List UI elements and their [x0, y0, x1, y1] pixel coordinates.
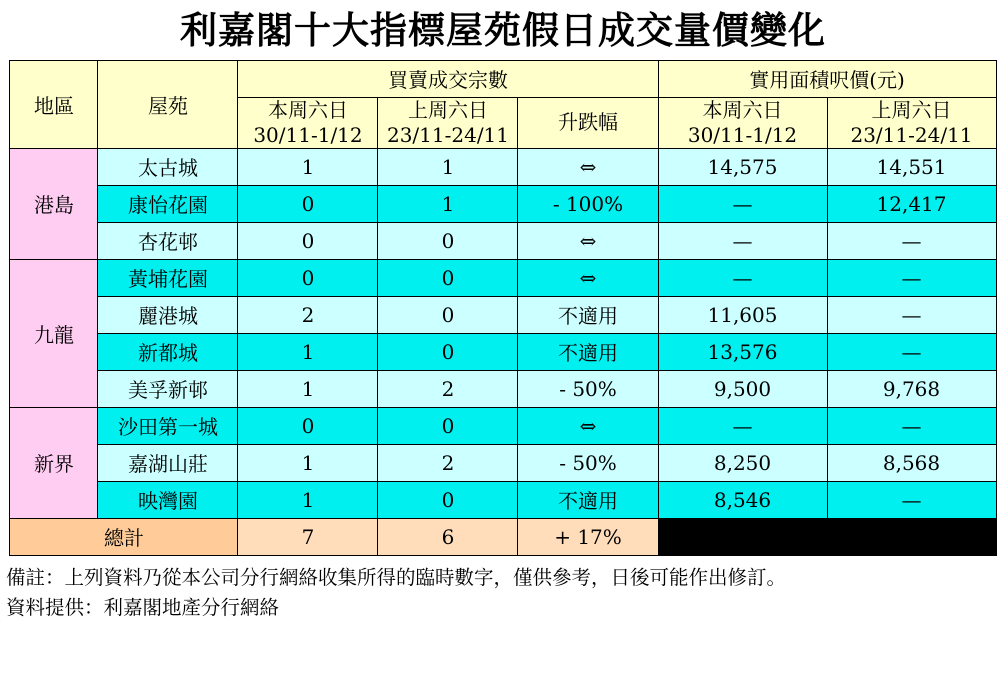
deals-this-cell: 0	[238, 185, 378, 222]
change-cell: 不適用	[518, 333, 658, 370]
price-this-cell: 11,605	[658, 296, 827, 333]
table-row	[10, 296, 996, 333]
header-group-deals: 買賣成交宗數	[238, 60, 658, 97]
deals-this-cell: 1	[238, 444, 378, 481]
change-cell: ⇔	[518, 222, 658, 259]
deals-last-cell: 0	[378, 296, 518, 333]
deals-last-cell: 0	[378, 259, 518, 296]
price-this-cell: —	[658, 185, 827, 222]
price-this-cell: 8,250	[658, 444, 827, 481]
change-cell: - 50%	[518, 444, 658, 481]
table-row	[10, 407, 996, 444]
total-deals-this: 7	[238, 518, 378, 555]
price-this-cell: 13,576	[658, 333, 827, 370]
header-deals-change: 升跌幅	[518, 97, 658, 148]
estate-cell: 沙田第一城	[98, 407, 238, 444]
estate-cell: 嘉湖山莊	[98, 444, 238, 481]
price-last-cell: —	[827, 481, 996, 518]
price-last-cell: —	[827, 296, 996, 333]
price-this-cell: —	[658, 222, 827, 259]
transactions-table	[9, 60, 996, 556]
deals-last-cell: 0	[378, 222, 518, 259]
table-row	[10, 148, 996, 185]
region-cell: 九龍	[10, 259, 98, 407]
deals-this-cell: 1	[238, 333, 378, 370]
table-row	[10, 370, 996, 407]
estate-cell: 杏花邨	[98, 222, 238, 259]
price-this-cell: —	[658, 407, 827, 444]
total-label: 總計	[10, 518, 238, 555]
change-cell: - 100%	[518, 185, 658, 222]
deals-last-cell: 0	[378, 333, 518, 370]
footnote-remark: 備註：上列資料乃從本公司分行網絡收集所得的臨時數字，僅供參考，日後可能作出修訂。	[6, 565, 787, 589]
header-deals-last-week: 上周六日 23/11-24/11	[378, 97, 518, 148]
total-deals-last: 6	[378, 518, 518, 555]
deals-last-cell: 1	[378, 148, 518, 185]
table-row	[10, 481, 996, 518]
table-row	[10, 222, 996, 259]
price-last-cell: —	[827, 333, 996, 370]
deals-this-cell: 2	[238, 296, 378, 333]
deals-this-cell: 1	[238, 148, 378, 185]
estate-cell: 映灣園	[98, 481, 238, 518]
deals-this-cell: 0	[238, 222, 378, 259]
table-row	[10, 185, 996, 222]
footnote-source: 資料提供：利嘉閣地產分行網絡	[6, 595, 280, 619]
deals-last-cell: 2	[378, 370, 518, 407]
change-cell: ⇔	[518, 407, 658, 444]
change-cell: - 50%	[518, 370, 658, 407]
deals-last-cell: 2	[378, 444, 518, 481]
region-cell: 港島	[10, 148, 98, 259]
header-estate: 屋苑	[98, 60, 238, 148]
header-price-last-week: 上周六日 23/11-24/11	[827, 97, 996, 148]
price-this-cell: —	[658, 259, 827, 296]
price-last-cell: 14,551	[827, 148, 996, 185]
estate-cell: 麗港城	[98, 296, 238, 333]
change-cell: 不適用	[518, 481, 658, 518]
table-row	[10, 444, 996, 481]
price-this-cell: 8,546	[658, 481, 827, 518]
price-this-cell: 9,500	[658, 370, 827, 407]
header-group-price: 實用面積呎價(元)	[658, 60, 996, 97]
price-last-cell: 12,417	[827, 185, 996, 222]
estate-cell: 新都城	[98, 333, 238, 370]
footnotes	[6, 563, 1006, 623]
deals-this-cell: 0	[238, 407, 378, 444]
price-last-cell: 9,768	[827, 370, 996, 407]
region-cell: 新界	[10, 407, 98, 518]
price-last-cell: —	[827, 259, 996, 296]
table-header-row-top	[10, 60, 996, 97]
deals-this-cell: 0	[238, 259, 378, 296]
deals-last-cell: 0	[378, 407, 518, 444]
estate-cell: 太古城	[98, 148, 238, 185]
header-region: 地區	[10, 60, 98, 148]
estate-cell: 黃埔花園	[98, 259, 238, 296]
price-last-cell: —	[827, 407, 996, 444]
change-cell: 不適用	[518, 296, 658, 333]
deals-this-cell: 1	[238, 370, 378, 407]
price-last-cell: —	[827, 222, 996, 259]
total-change: + 17%	[518, 518, 658, 555]
deals-last-cell: 0	[378, 481, 518, 518]
price-last-cell: 8,568	[827, 444, 996, 481]
price-this-cell: 14,575	[658, 148, 827, 185]
change-cell: ⇔	[518, 148, 658, 185]
deals-this-cell: 1	[238, 481, 378, 518]
table-row	[10, 259, 996, 296]
page-title: 利嘉閣十大指標屋苑假日成交量價變化	[180, 8, 826, 52]
header-deals-this-week: 本周六日 30/11-1/12	[238, 97, 378, 148]
table-total-row	[10, 518, 996, 555]
total-empty-cell	[658, 518, 996, 555]
estate-cell: 美孚新邨	[98, 370, 238, 407]
estate-cell: 康怡花園	[98, 185, 238, 222]
change-cell: ⇔	[518, 259, 658, 296]
header-price-this-week: 本周六日 30/11-1/12	[658, 97, 827, 148]
table-row	[10, 333, 996, 370]
deals-last-cell: 1	[378, 185, 518, 222]
